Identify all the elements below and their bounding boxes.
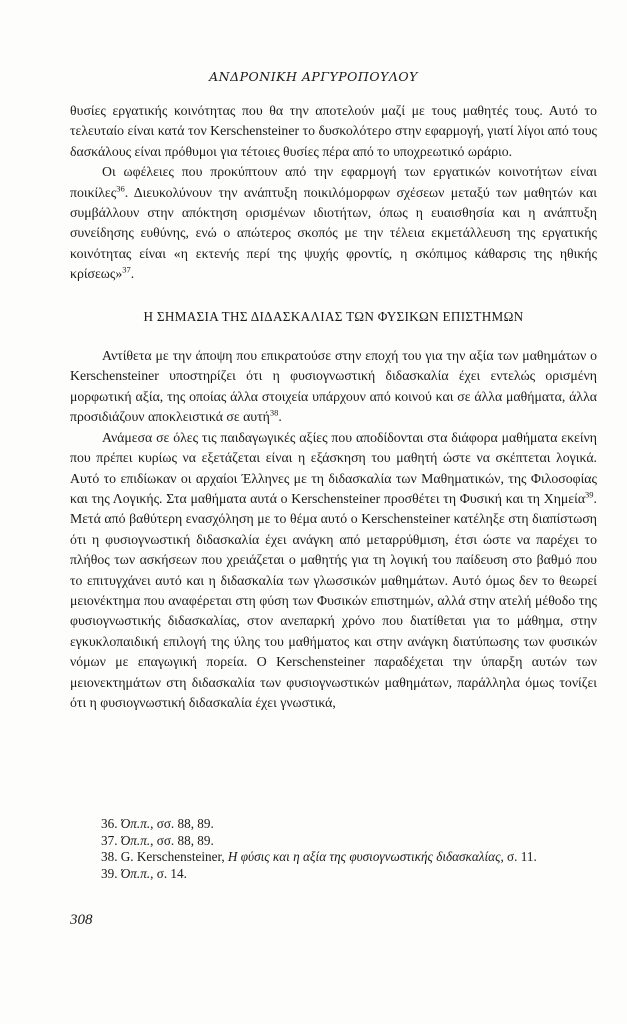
footnote-number: 39. — [101, 865, 118, 881]
paragraph-2 — [70, 162, 597, 284]
footnote-rest: , σσ. 88, 89. — [150, 832, 214, 848]
running-head: ΑΝΔΡΟΝΙΚΗ ΑΡΓΥΡΟΠΟΥΛΟΥ — [209, 69, 418, 84]
footnote-ref-39[interactable]: 39 — [585, 489, 594, 500]
paragraph-3-text-a: Αντίθετα με την άποψη που επικρατούσε στην εποχή του για την αξία των μαθημάτων ο Kerschensteiner υποστηρίζει ότι η φυσιογνωστική διδασκαλία έχει εντελώς ορισμένη μορφωτική αξία, της οποίας άλλα στοιχεία υπάρχουν από κοινού και σε άλλα μαθήματα, άλλα προσιδιάζουν αποκλειστικά σε αυτή — [70, 348, 597, 425]
footnotes — [101, 816, 601, 882]
footnote-38 — [101, 849, 601, 866]
footnote-number: 37. — [101, 832, 118, 848]
paragraph-2-text-c: . — [130, 266, 135, 282]
footnote-number: 36. — [101, 816, 118, 831]
footnote-ital: Όπ.π. — [120, 816, 151, 831]
footnote-ref-38[interactable]: 38 — [269, 407, 279, 418]
paragraph-2-text-b: . Διευκολύνουν την ανάπτυξη ποικιλόμορφων σχέσεων μεταξύ των μαθητών και συμβάλλουν στην απόκτηση ορισμένων ιδιοτήτων, όπως η ευαισθησία και η ανάπτυξη συνείδησης ευθύνης, ενώ ο απώτερος σκοπός με την τέλεια εκμετάλλευση της εργατικής κοινότητας είναι «η εκτενής περί της ψυχής φροντίς, η σκόπιμος κάθαρσις της ηθικής κρίσεως» — [70, 184, 597, 282]
footnote-ital: Η φύσις και η αξία της φυσιογνωστικής διδασκαλίας — [227, 849, 501, 864]
footnote-ital: Όπ.π. — [120, 865, 151, 881]
paragraph-2-text-a: Οι ωφέλειες που προκύπτουν από την εφαρμογή των εργατικών κοινοτήτων είναι ποικίλες — [70, 164, 597, 200]
section-title: Η ΣΗΜΑΣΙΑ ΤΗΣ ΔΙΔΑΣΚΑΛΙΑΣ ΤΩΝ ΦΥΣΙΚΩΝ ΕΠΙΣΤΗΜΩΝ — [143, 308, 524, 324]
paragraph-3-text-b: . — [278, 409, 282, 425]
paragraph-3 — [70, 346, 597, 428]
page-number: 308 — [70, 912, 93, 928]
footnote-36 — [101, 816, 601, 833]
body-text — [70, 101, 597, 713]
footnote-author: G. Kerschensteiner, — [120, 849, 228, 864]
footnote-ref-36[interactable]: 36 — [116, 183, 125, 194]
paragraph-4 — [70, 428, 597, 714]
footnote-37 — [101, 833, 601, 850]
footnote-rest: , σ. 14. — [150, 865, 187, 881]
paragraph-1 — [70, 101, 597, 162]
footnote-rest: , σσ. 88, 89. — [150, 816, 214, 831]
footnote-rest: , σ. 11. — [500, 849, 537, 864]
footnote-ital: Όπ.π. — [120, 832, 151, 848]
paragraph-1-text: θυσίες εργατικής κοινότητας που θα την αποτελούν μαζί με τους μαθητές τους. Αυτό το τελευταίο είναι κατά τον Kerschensteiner το δυσκολότερο στην εφαρμογή, γιατί λίγοι από τους δασκάλους είναι πρόθυμοι για τέτοιες θυσίες πέρα από το υποχρεωτικό ωράριο. — [70, 103, 597, 159]
footnote-ref-37[interactable]: 37 — [122, 264, 131, 275]
footnote-39 — [101, 866, 601, 883]
paragraph-4-text-b: . Μετά από βαθύτερη ενασχόληση με το θέμα αυτό ο Kerschensteiner κατέληξε στη διαπίστωση ότι η φυσιογνωστική διδασκαλία έχει ανάγκη από μεταρρύθμιση, έτσι ώστε να παρέχει το πλήθος των ασκήσεων που χρειάζεται ο μαθητής για τη λογική του παίδευση στο βαθμό που το επιτυγχάνει αυτό και η διδασκαλία των γλωσσικών μαθημάτων. Αυτό όμως δεν το θεωρεί μειονέκτημα που αναφέρεται στη φύση των Φυσικών επιστημών, αλλά στην ατελή μέθοδο της φυσιογνωστικής διδασκαλίας, στον ανεπαρκή χρόνο που διατίθεται για το μάθημα, στην εγκυκλοπαιδική επιλογή της ύλης του μαθήματος και στην ανάγκη διατύπωσης των φυσικών νόμων με επαγωγική πορεία. Ο Kerschensteiner παραδέχεται την ύπαρξη αυτών των μειονεκτημάτων στη διδασκαλία των φυσιογνωστικών μαθημάτων, παράλληλα όμως τονίζει ότι η φυσιογνωστική διδασκαλία έχει γνωστικά, — [70, 490, 597, 710]
paragraph-4-text-a: Ανάμεσα σε όλες τις παιδαγωγικές αξίες που αποδίδονται στα διάφορα μαθήματα εκείνη που πρέπει κυρίως να εξετάζεται είναι η εξάσκηση του μαθητή ώστε να σκέπτεται λογικά. Αυτό το επιδίωκαν οι αρχαίοι Έλληνες με τη διδασκαλία των Μαθηματικών, της Φιλοσοφίας και της Λογικής. Στα μαθήματα αυτά ο Kerschensteiner προσθέτει τη Φυσική και τη Χημεία — [70, 429, 597, 506]
footnote-number: 38. — [101, 849, 118, 864]
